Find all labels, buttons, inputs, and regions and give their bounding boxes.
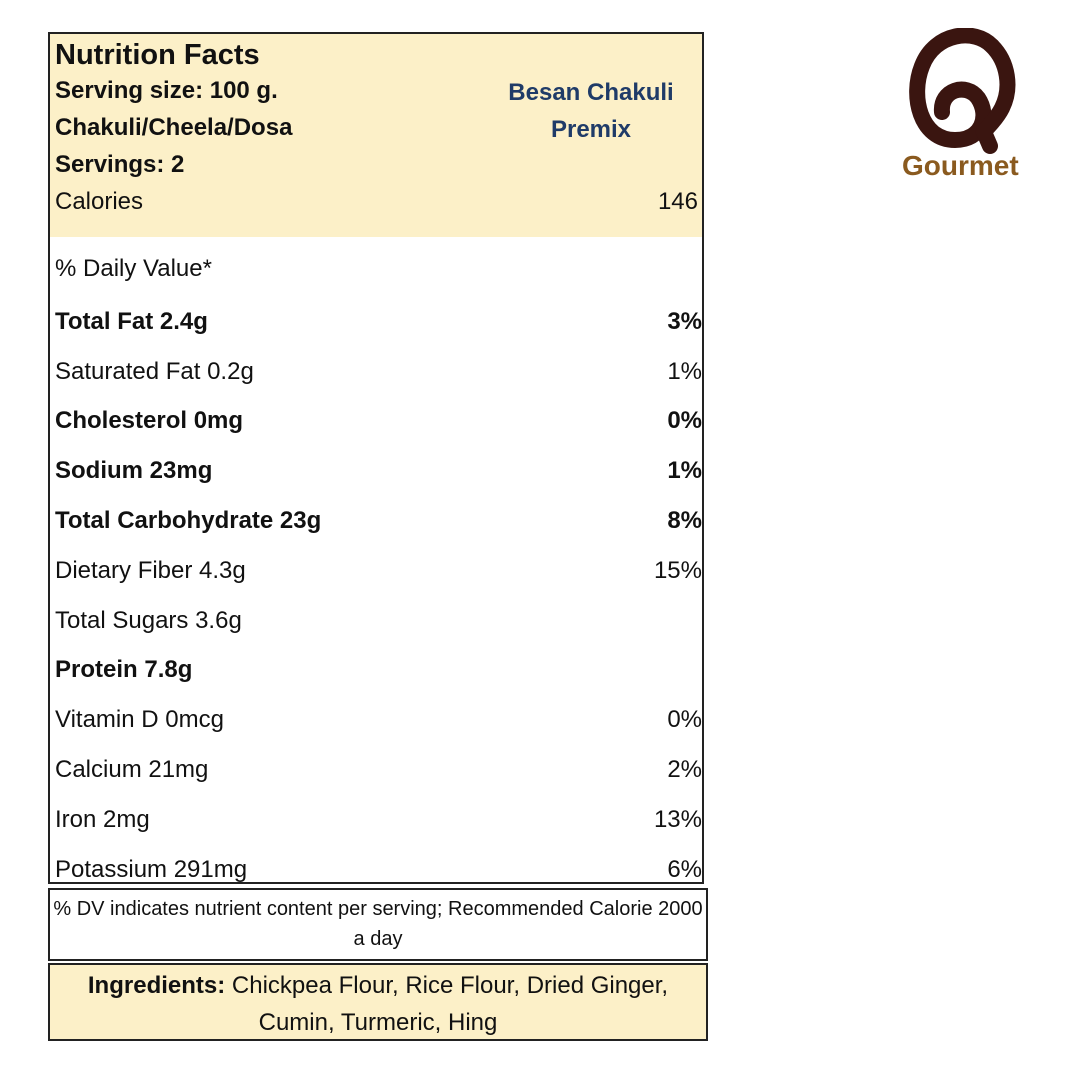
nutrient-row bbox=[55, 546, 702, 596]
servings: Servings: 2 bbox=[55, 151, 185, 178]
calories-row bbox=[55, 183, 698, 221]
nutrient-name: Total Sugars 3.6g bbox=[55, 606, 242, 634]
nutrient-name: Iron 2mg bbox=[55, 805, 150, 833]
nutrient-row bbox=[55, 297, 702, 347]
product-name-line2: Premix bbox=[550, 116, 632, 143]
nutrient-name: Total Fat 2.4g bbox=[55, 307, 208, 335]
nutrient-name: Saturated Fat 0.2g bbox=[55, 357, 254, 385]
product-name-line1: Besan Chakuli bbox=[508, 79, 674, 106]
ingredients-label: Ingredients: bbox=[87, 972, 226, 999]
nutrient-row bbox=[55, 795, 702, 845]
nutrient-row bbox=[55, 646, 702, 696]
nutrient-name: Sodium 23mg bbox=[55, 457, 213, 485]
nutrient-dv: 1% bbox=[667, 457, 702, 485]
daily-value-footnote: % DV indicates nutrient content per serving; Recommended Calorie 2000 a day bbox=[48, 888, 708, 961]
nutrient-name: Protein 7.8g bbox=[55, 656, 193, 684]
label-header bbox=[50, 34, 702, 237]
product-name bbox=[486, 74, 696, 148]
nutrient-row bbox=[55, 496, 702, 546]
nutrient-dv: 13% bbox=[653, 805, 702, 833]
nutrient-dv: 2% bbox=[667, 756, 702, 784]
brand-logo-text: Gourmet bbox=[902, 150, 1019, 181]
nutrient-dv: 1% bbox=[667, 357, 702, 385]
nutrient-row bbox=[55, 596, 702, 646]
nutrient-row bbox=[55, 745, 702, 795]
nutrient-name: Calcium 21mg bbox=[55, 756, 209, 784]
nutrient-dv: 0% bbox=[667, 706, 702, 734]
nutrient-name: Dietary Fiber 4.3g bbox=[55, 556, 246, 584]
label-title: Nutrition Facts bbox=[55, 39, 260, 71]
daily-value-header: % Daily Value* bbox=[55, 255, 212, 282]
daily-value-header-row bbox=[55, 237, 702, 297]
calories-value: 146 bbox=[657, 188, 698, 215]
ingredients-box bbox=[48, 963, 708, 1041]
nutrient-row bbox=[55, 397, 702, 447]
nutrient-row bbox=[55, 695, 702, 745]
nutrient-name: Potassium 291mg bbox=[55, 855, 248, 883]
nutrient-list bbox=[50, 237, 702, 895]
nutrient-dv: 15% bbox=[653, 556, 702, 584]
nutrient-dv: 0% bbox=[667, 407, 702, 435]
serving-size: Serving size: 100 g. bbox=[55, 77, 278, 104]
nutrient-dv: 8% bbox=[667, 507, 702, 535]
nutrient-name: Total Carbohydrate 23g bbox=[55, 507, 322, 535]
nutrient-dv: 6% bbox=[667, 855, 702, 883]
nutrient-row bbox=[55, 446, 702, 496]
nutrient-name: Cholesterol 0mg bbox=[55, 407, 244, 435]
nutrition-facts-panel bbox=[48, 32, 704, 884]
nutrient-dv: 3% bbox=[667, 307, 702, 335]
serving-unit: Chakuli/Cheela/Dosa bbox=[55, 114, 293, 141]
calories-label: Calories bbox=[55, 188, 144, 215]
ingredients-text: Chickpea Flour, Rice Flour, Dried Ginger, Cumin, Turmeric, Hing bbox=[225, 972, 669, 1036]
nutrient-name: Vitamin D 0mcg bbox=[55, 706, 224, 734]
nutrient-row bbox=[55, 347, 702, 397]
